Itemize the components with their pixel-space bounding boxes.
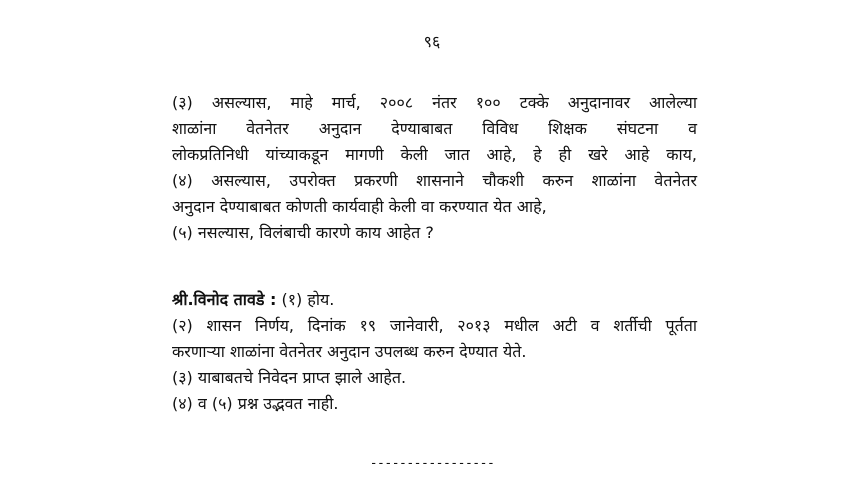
answer-block [172, 287, 697, 417]
speaker-name: श्री.विनोद तावडे : [172, 290, 277, 309]
question-line: (५) नसल्यास, विलंबाची कारणे काय आहेत ? [172, 223, 434, 242]
question-block [172, 90, 697, 246]
question-line: (४) असल्यास, उपरोक्त प्रकरणी शासनाने चौकशी करुन शाळांना वेतनेतर [172, 171, 697, 190]
answer-line: करणाऱ्या शाळांना वेतनेतर अनुदान उपलब्ध करुन देण्यात येते. [172, 342, 527, 361]
answer-line: (४) व (५) प्रश्न उद्भवत नाही. [172, 394, 339, 413]
page-number: ९६ [423, 32, 441, 51]
section-divider: ----------------- [369, 456, 495, 471]
question-line: (३) असल्यास, माहे मार्च, २००८ नंतर १०० टक्के अनुदानावर आलेल्या [172, 93, 697, 112]
question-line: अनुदान देण्याबाबत कोणती कार्यवाही केली वा करण्यात येत आहे, [172, 197, 547, 216]
question-line: शाळांना वेतनेतर अनुदान देण्याबाबत विविध शिक्षक संघटना व [172, 119, 697, 138]
answer-line: (२) शासन निर्णय, दिनांक १९ जानेवारी, २०१३ मधील अटी व शर्तीची पूर्तता [172, 316, 697, 335]
answer-line: (१) होय. [281, 290, 335, 309]
answer-first-line [172, 287, 697, 313]
answer-line: (३) याबाबतचे निवेदन प्राप्त झाले आहेत. [172, 368, 407, 387]
question-line: लोकप्रतिनिधी यांच्याकडून मागणी केली जात आहे, हे ही खरे आहे काय, [172, 145, 697, 164]
